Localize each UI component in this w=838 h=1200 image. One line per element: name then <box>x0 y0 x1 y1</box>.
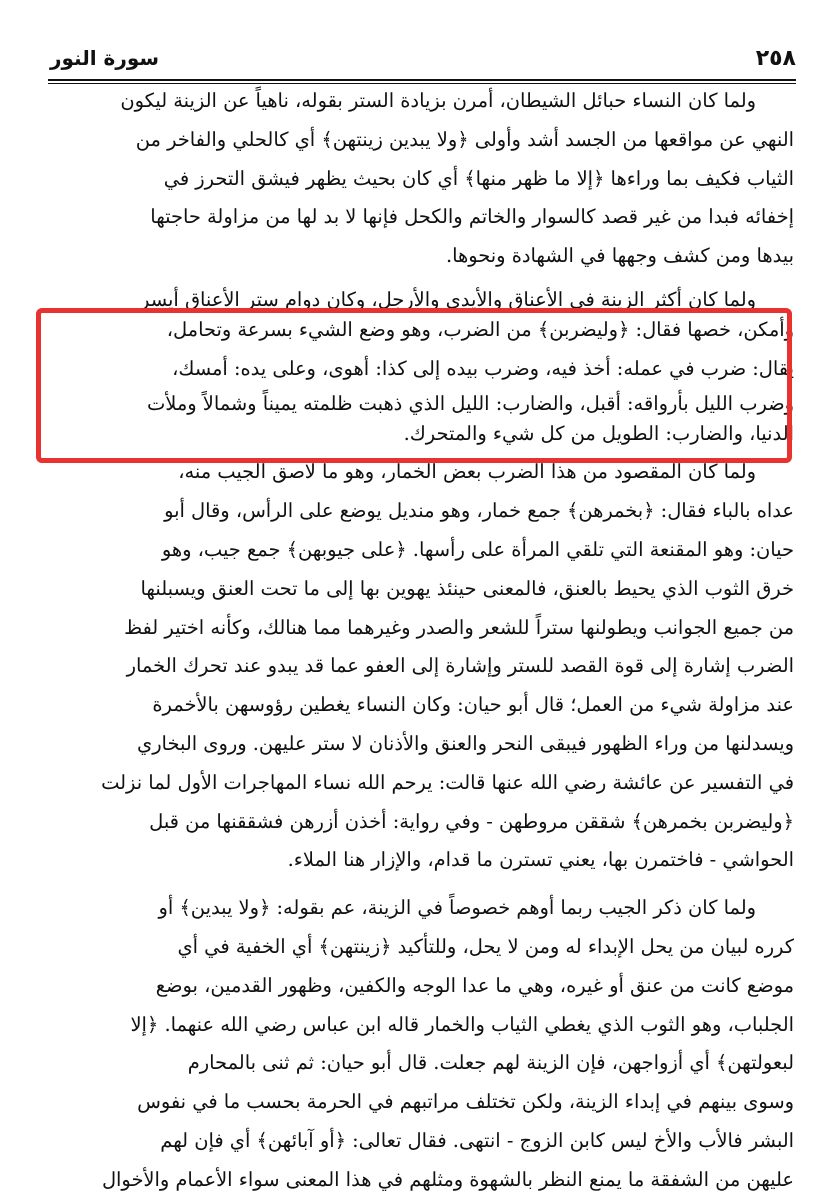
text-line: لبعولتهن﴾ أي أزواجهن، فإن الزينة لهم جعلت. قال أبو حيان: ثم ثنى بالمحارم <box>187 1051 794 1075</box>
text-line: ويسدلنها من وراء الظهور فيبقى النحر والعنق والأذنان لا ستر عليهن. وروى البخاري <box>137 731 794 755</box>
text-line: حيان: وهو المقنعة التي تلقي المرأة على رأسها. ﴿على جيوبهن﴾ جمع جيب، وهو <box>161 537 794 561</box>
text-line: ﴿وليضربن بخمرهن﴾ شققن مروطهن - وفي رواية: أخذن أزرهن فشققنها من قبل <box>149 809 794 833</box>
text-line: الضرب إشارة إلى قوة القصد للستر وإشارة إلى العفو عما قد يبدو عند تحرك الخمار <box>126 654 794 678</box>
text-line: ولما كان النساء حبائل الشيطان، أمرن بزيادة الستر بقوله، ناهياً عن الزينة ليكون <box>120 89 756 112</box>
text-line: النهي عن مواقعها من الجسد أشد وأولى ﴿ولا يبدين زينتهن﴾ أي كالحلي والفاخر من <box>135 127 794 151</box>
text-line: بيدها ومن كشف وجهها في الشهادة ونحوها. <box>445 244 794 268</box>
text-line: الدنيا، والضارب: الطويل من كل شيء والمتحرك. <box>403 421 794 445</box>
text-line: كرره لبيان من يحل الإبداء له ومن لا يحل، وللتأكيد ﴿زينتهن﴾ أي الخفية في أي <box>177 934 794 958</box>
page-number: ٢٥٨ <box>755 45 796 71</box>
text-line: ولما كان ذكر الجيب ربما أوهم خصوصاً في الزينة، عم بقوله: ﴿ولا يبدين﴾ أو <box>158 896 756 920</box>
text-line: موضع كانت من عنق أو غيره، وهي ما عدا الوجه والكفين، وظهور القدمين، بوضع <box>155 973 794 997</box>
text-line: ولما كان أكثر الزينة في الأعناق والأيدي والأرجل، وكان دوام ستر الأعناق أيسر <box>140 287 756 311</box>
text-line: عند مزاولة شيء من العمل؛ قال أبو حيان: وكان النساء يغطين رؤوسهن بالأخمرة <box>152 693 794 717</box>
text-line: من جميع الجوانب ويطولنها ستراً للشعر والصدر وغيرهما مما هنالك، وكأنه اختير لفظ <box>124 615 794 639</box>
main-text <box>50 82 794 1200</box>
text-line: وأمكن، خصها فقال: ﴿وليضربن﴾ من الضرب، وهو وضع الشيء بسرعة وتحامل، <box>166 317 794 341</box>
text-line: ولما كان المقصود من هذا الضرب بعض الخمار، وهو ما لاصق الجيب منه، <box>178 460 756 484</box>
text-line: عليهن من الشفقة ما يمنع النظر بالشهوة ومثلهم في هذا المعنى سواء الأعمام والأخوال <box>101 1167 794 1191</box>
text-line: الحواشي - فاختمرن بها، يعني تسترن ما قدام، والإزار هنا الملاء. <box>287 848 794 872</box>
page-header <box>50 44 796 72</box>
text-line: خرق الثوب الذي يحيط بالعنق، فالمعنى حينئذ يهوين بها إلى ما تحت العنق ويسبلنها <box>140 576 794 600</box>
text-line: وسوى بينهم في إبداء الزينة، ولكن تختلف مراتبهم في الحرمة بحسب ما في نفوس <box>137 1090 794 1114</box>
surah-title: سورة النور <box>50 46 160 70</box>
text-line: يقال: ضرب في عمله: أخذ فيه، وضرب بيده إلى كذا: أهوى، وعلى يده: أمسك، <box>172 356 794 380</box>
text-line: إخفائه فبدا من غير قصد كالسوار والخاتم والكحل فإنها لا بد لها من مزاولة حاجتها <box>150 205 794 229</box>
text-line: الثياب فكيف بما وراءها ﴿إلا ما ظهر منها﴾ أي كان بحيث يظهر فيشق التحرز في <box>163 166 794 190</box>
text-line: وضرب الليل بأرواقه: أقبل، والضارب: الليل الذي ذهبت ظلمته يميناً وشمالاً وملأت <box>147 391 794 415</box>
text-line: الجلباب، وهو الثوب الذي يغطي الثياب والخمار قاله ابن عباس رضي الله عنهما. ﴿إلا <box>130 1012 794 1036</box>
text-line: البشر فالأب والأخ ليس كابن الزوج - انتهى. فقال تعالى: ﴿أو آبائهن﴾ أي فإن لهم <box>160 1128 794 1152</box>
text-line: عداه بالباء فقال: ﴿بخمرهن﴾ جمع خمار، وهو منديل يوضع على الرأس، وقال أبو <box>164 499 794 523</box>
text-line: في التفسير عن عائشة رضي الله عنها قالت: يرحم الله نساء المهاجرات الأول لما نزلت <box>101 770 794 794</box>
